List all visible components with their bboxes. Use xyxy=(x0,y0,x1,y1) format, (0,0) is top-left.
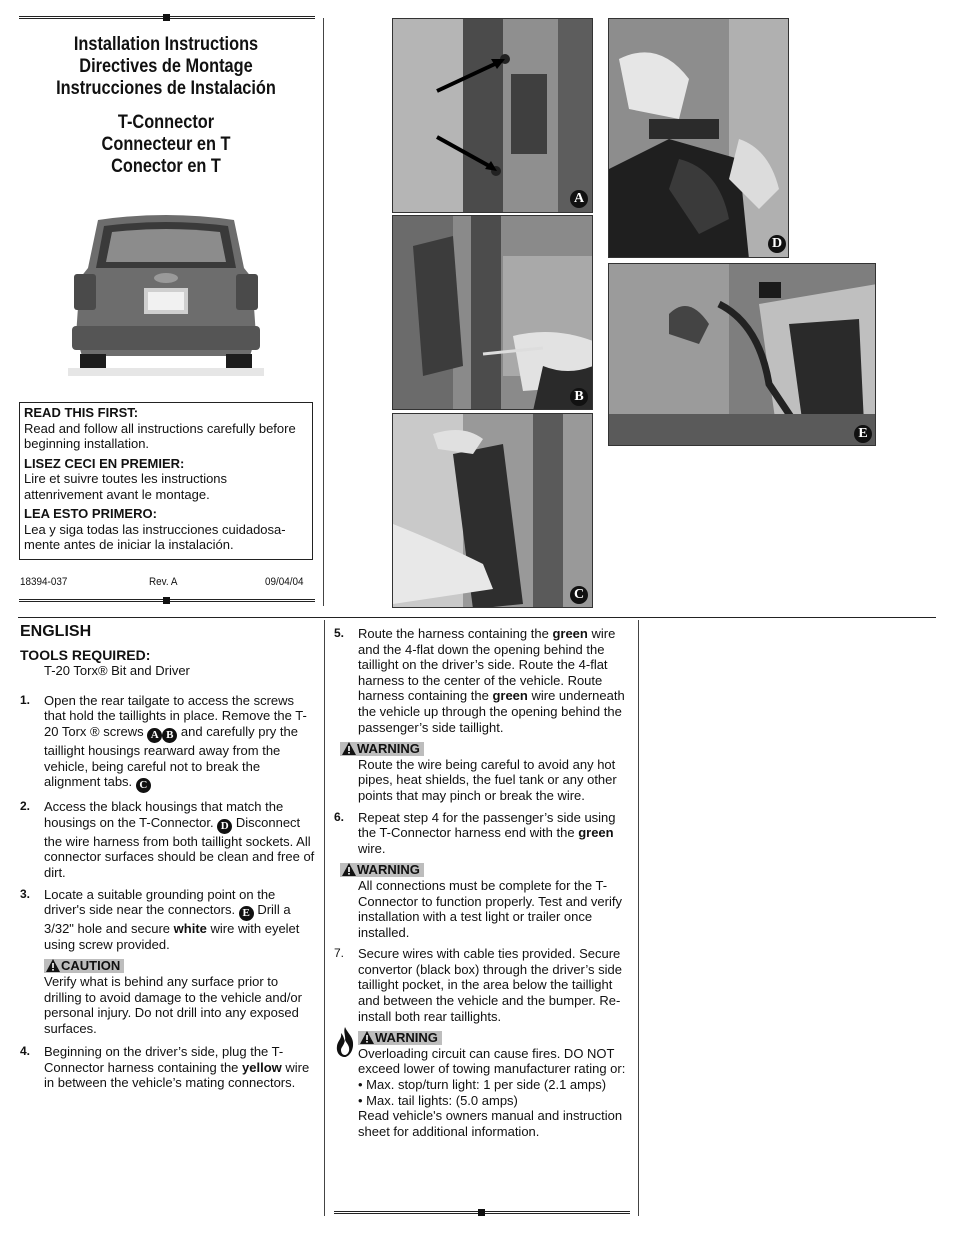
english-column-1 xyxy=(20,624,316,1097)
warning-1-label: WARNING xyxy=(340,742,424,756)
warning-1 xyxy=(334,741,632,803)
warning-triangle-icon xyxy=(342,863,356,876)
warning-1-text: Route the wire being careful to avoid any hot pipes, heat shields, the fuel tank or any other points that may pinch or break the wire. xyxy=(358,756,617,803)
rule-marker xyxy=(478,1209,485,1216)
part-number: 18394-037 xyxy=(20,576,68,588)
photo-b-badge: B xyxy=(570,388,588,406)
tools-text: T-20 Torx® Bit and Driver xyxy=(44,663,190,679)
warning-3-bullet-1: • Max. stop/turn light: 1 per side (2.1 amps) xyxy=(358,1077,607,1093)
revision: Rev. A xyxy=(149,576,178,588)
caution-label: CAUTION xyxy=(44,959,124,973)
column-divider xyxy=(638,620,639,1216)
title-fr: Directives de Montage xyxy=(79,56,253,77)
title-en: Installation Instructions xyxy=(73,34,259,55)
photo-c-badge: C xyxy=(570,586,588,604)
ref-a-icon: A xyxy=(147,728,162,743)
warning-2-text: All connections must be complete for the T-Connector to function properly. Test and verify installation with a test light or trailer once installed. xyxy=(358,877,622,940)
photo-e xyxy=(608,263,876,446)
photo-a xyxy=(392,18,593,213)
warning-2 xyxy=(334,862,632,940)
warning-triangle-icon xyxy=(46,959,60,972)
step-3: 3. Locate a suitable grounding point on the driver's side near the connectors. E Drill a 3/32" hole and secure white wire with eyelet using screw provided. xyxy=(20,886,300,952)
photo-a-badge: A xyxy=(570,190,588,208)
ref-c-icon: C xyxy=(136,778,151,793)
photo-d-badge: D xyxy=(768,235,786,253)
warning-3 xyxy=(334,1030,632,1139)
read-first-box xyxy=(19,402,313,560)
step-2: 2. Access the black housings that match the housings on the T-Connector. D Disconnect the wire harness from both taillight sockets. All connector surfaces should be clean and free of dirt. xyxy=(20,799,315,880)
section-heading: ENGLISH xyxy=(20,623,92,640)
photo-b xyxy=(392,215,593,410)
warning-3-footer: Read vehicle's owners manual and instruction sheet for additional information. xyxy=(358,1108,623,1139)
read-first-heading-en: READ THIS FIRST: xyxy=(24,405,139,420)
warning-3-text: Overloading circuit can cause fires. DO NOT exceed lower of towing manufacturer rating or: xyxy=(358,1045,626,1077)
product-en: T-Connector xyxy=(117,112,215,133)
title-block xyxy=(40,34,291,178)
read-first-heading-es: LEA ESTO PRIMERO: xyxy=(24,506,157,521)
read-first-heading-fr: LISEZ CECI EN PREMIER: xyxy=(24,455,185,471)
warning-triangle-icon xyxy=(342,742,356,755)
fire-icon xyxy=(334,1026,356,1058)
warning-2-label: WARNING xyxy=(340,863,424,877)
step-7: 7. Secure wires with cable ties provided. Secure convertor (black box) through the driver’s side taillight pocket, in the area below the taillight and between the vehicle and the bumper. Re-install both rear taillights. xyxy=(334,946,622,1024)
step-6: 6. Repeat step 4 for the passenger’s side using the T-Connector harness end with the green wire. xyxy=(334,809,616,856)
vehicle-image xyxy=(68,208,264,376)
step-4: 4. Beginning on the driver’s side, plug the T-Connector harness containing the yellow wire in between the vehicle’s mating connectors. xyxy=(20,1044,310,1091)
ref-e-icon: E xyxy=(239,906,254,921)
column-divider xyxy=(324,620,325,1216)
english-column-2 xyxy=(334,626,632,1139)
ref-d-icon: D xyxy=(217,819,232,834)
photo-d xyxy=(608,18,789,258)
photo-e-badge: E xyxy=(854,425,872,443)
title-es: Instrucciones de Instalación xyxy=(56,78,276,99)
step-1: 1. Open the rear tailgate to access the screws that hold the taillights in place. Remove the T-20 Torx ® screws A B and carefully pry the taillight housings rearward away from the vehicle, being careful not to break the alignment tabs. C xyxy=(20,692,307,792)
date: 09/04/04 xyxy=(265,576,304,588)
ref-b-icon: B xyxy=(162,728,177,743)
warning-3-bullet-2: • Max. tail lights: (5.0 amps) xyxy=(358,1092,518,1108)
warning-3-label: WARNING xyxy=(358,1031,442,1045)
product-es: Conector en T xyxy=(111,156,221,177)
warning-triangle-icon xyxy=(360,1031,374,1044)
step-5: 5. Route the harness containing the green wire and the 4-flat down the opening behind the taillight on the driver’s side. Route the 4-flat harness to the center of the vehicle. Route harness containing the green wire underneath the vehicle up through the opening behind the passenger’s side taillight. xyxy=(334,626,625,735)
read-first-text-fr: Lire et suivre toutes les instructions attenrivement avant le montage. xyxy=(24,471,228,502)
read-first-text-es: Lea y siga todas las instrucciones cuidadosa-mente antes de iniciar la instalación. xyxy=(24,521,286,552)
tools-heading: TOOLS REQUIRED: xyxy=(20,646,151,663)
caution-text: Verify what is behind any surface prior to drilling to avoid damage to the vehicle and/or personal injury. Do not drill into any exposed surfaces. xyxy=(44,973,302,1036)
rule-marker xyxy=(163,14,170,21)
column-divider xyxy=(323,18,324,606)
read-first-text-en: Read and follow all instructions carefully before beginning installation. xyxy=(24,420,296,451)
product-fr: Connecteur en T xyxy=(101,134,231,155)
caution-block xyxy=(20,958,316,1036)
rule-marker xyxy=(163,597,170,604)
section-rule xyxy=(18,617,936,618)
photo-c xyxy=(392,413,593,608)
